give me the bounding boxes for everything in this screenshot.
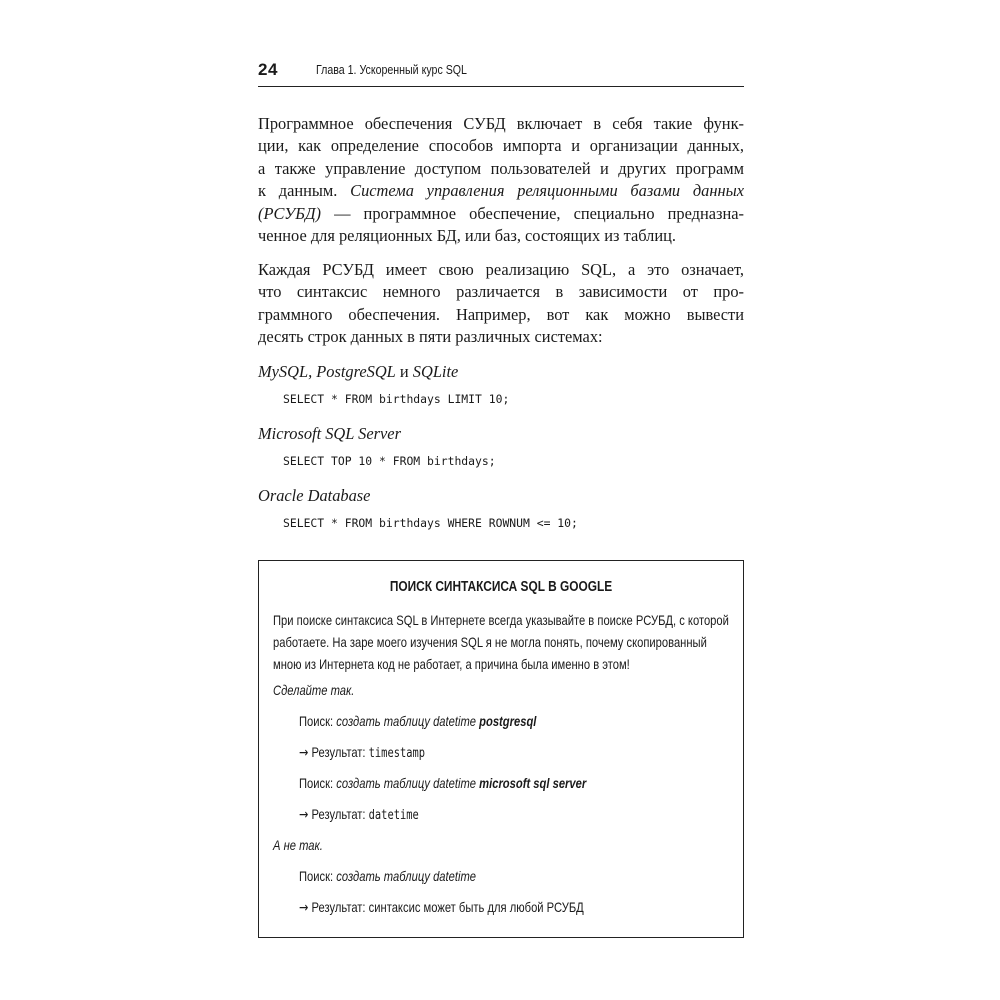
mssql-code-sample: SELECT TOP 10 * FROM birthdays; bbox=[283, 454, 496, 468]
paragraph-rdbms-definition bbox=[258, 113, 744, 247]
text-line bbox=[258, 203, 744, 225]
result-value: timestamp bbox=[368, 746, 426, 761]
result-value: datetime bbox=[368, 808, 419, 823]
search-label: Поиск: bbox=[299, 775, 337, 791]
sidebar-title: ПОИСК СИНТАКСИСА SQL В GOOGLE bbox=[389, 579, 613, 595]
search-label: Поиск: bbox=[299, 868, 337, 884]
result-value: синтаксис может быть для любой РСУБД bbox=[368, 899, 584, 915]
dont-label: А не так. bbox=[273, 837, 323, 853]
result-label: Результат: bbox=[308, 806, 369, 822]
paragraph-sql-dialects bbox=[258, 259, 744, 349]
mssql-heading: Microsoft SQL Server bbox=[258, 424, 401, 443]
text-segment: к данным. bbox=[258, 181, 351, 201]
result-label: Результат: bbox=[308, 899, 369, 915]
result-example-2 bbox=[299, 806, 419, 823]
oracle-heading: Oracle Database bbox=[258, 486, 371, 505]
oracle-code-sample: SELECT * FROM birthdays WHERE ROWNUM <= 10; bbox=[283, 516, 578, 530]
search-label: Поиск: bbox=[299, 713, 337, 729]
text-line: Программное обеспечения СУБД включает в себя такие функ- bbox=[258, 114, 744, 133]
mysql-code-sample: SELECT * FROM birthdays LIMIT 10; bbox=[283, 392, 510, 406]
arrow-icon: → bbox=[299, 807, 309, 823]
text-line: работаете. На заре моего изучения SQL я не могла понять, почему скопированный bbox=[273, 634, 707, 650]
text-line: мною из Интернета код не работает, а причина была именно в этом! bbox=[273, 656, 630, 672]
heading-part: MySQL, PostgreSQL bbox=[258, 362, 396, 381]
search-example-1 bbox=[299, 713, 536, 729]
text-line: что синтаксис немного различается в зависимости от про- bbox=[258, 282, 744, 302]
text-line bbox=[258, 180, 744, 202]
text-line: десять строк данных в пяти различных системах: bbox=[258, 327, 603, 347]
heading-conjunction: и bbox=[395, 362, 413, 381]
query-text: создать таблицу datetime bbox=[336, 713, 480, 729]
text-line: ченное для реляционных БД, или баз, состоящих из таблиц. bbox=[258, 225, 676, 245]
result-example-1 bbox=[299, 744, 425, 761]
query-db: postgresql bbox=[479, 713, 537, 729]
heading-part: SQLite bbox=[412, 362, 459, 381]
result-label: Результат: bbox=[308, 744, 369, 760]
query-text: создать таблицу datetime bbox=[336, 775, 480, 791]
query-text: создать таблицу datetime bbox=[336, 868, 477, 884]
text-line: граммного обеспечения. Например, вот как можно вывести bbox=[258, 304, 744, 324]
text-line: Каждая РСУБД имеет свою реализацию SQL, а это означает, bbox=[258, 260, 744, 279]
query-db: microsoft sql server bbox=[479, 775, 587, 791]
sidebar-intro bbox=[273, 609, 729, 675]
mysql-heading bbox=[258, 362, 458, 382]
arrow-icon: → bbox=[299, 745, 309, 761]
running-header bbox=[258, 60, 744, 87]
text-line: ции, как определение способов импорта и организации данных, bbox=[258, 136, 744, 156]
italic-term: (РСУБД) bbox=[258, 203, 321, 223]
search-example-3 bbox=[299, 868, 476, 884]
do-label: Сделайте так. bbox=[273, 682, 355, 698]
sidebar-box bbox=[258, 560, 744, 938]
page-number: 24 bbox=[258, 60, 278, 79]
text-segment: — программное обеспечение, специально предназна- bbox=[320, 203, 744, 223]
text-line: При поиске синтаксиса SQL в Интернете всегда указывайте в поиске РСУБД, с которой bbox=[273, 612, 729, 628]
arrow-icon: → bbox=[299, 900, 309, 916]
chapter-title: Глава 1. Ускоренный курс SQL bbox=[316, 63, 467, 77]
italic-term: Система управления реляционными базами данных bbox=[350, 181, 744, 201]
result-example-3 bbox=[299, 899, 584, 916]
search-example-2 bbox=[299, 775, 586, 791]
text-line: а также управление доступом пользователей и других программ bbox=[258, 158, 744, 178]
